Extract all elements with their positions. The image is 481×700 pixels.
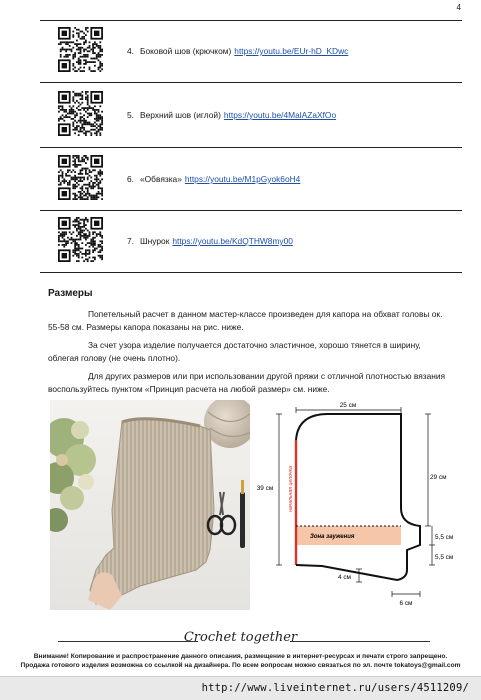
table-rule [40,272,462,273]
dim-bottom-left-label: 4 см [338,574,351,581]
text-line: Для других размеров или при использовании другой пряжи с отличной плотностью вязания [88,371,446,381]
video-link[interactable]: https://youtu.be/EUr-hD_KDwc [234,46,349,56]
hood-photo [50,400,250,610]
row-number: 6. [127,174,134,184]
hood-outline [296,414,420,580]
paragraph [48,308,464,334]
dim-right-mid-label: 5,5 см [435,534,454,541]
row-number: 4. [127,46,134,56]
paragraph [48,370,464,396]
video-link[interactable]: https://youtu.be/M1pGyok6oH4 [184,174,301,184]
footer-contact: Продажа готового изделия возможна со ссылкой на дизайнера. По всем вопросам можно связаться по эл. почте tokatoys@gmail.com [20,662,461,669]
text-line: Попетельный расчет в данном мастер-классе произведен для капора на обхват головы ок. [88,309,443,319]
video-row [40,148,462,210]
row-label: Шнурок [140,236,170,246]
row-label: Боковой шов (крючком) [140,46,232,56]
video-row [40,210,462,272]
text-line: 55-58 см. Размеры капора показаны на рис. ниже. [48,322,244,332]
qr-code-icon[interactable] [58,27,103,72]
text-line: облегая голову (не очень плотно). [48,353,181,363]
video-link[interactable]: https://youtu.be/4MalAZaXfOo [223,110,337,120]
qr-code-icon[interactable] [58,217,103,262]
video-link[interactable]: https://youtu.be/KdQTHW8my00 [172,236,293,246]
dim-bottom-right-label: 6 см [399,600,413,607]
dim-left-label: 39 см [256,485,274,492]
dim-right-main-label: 29 см [430,474,447,481]
page-number: 4 [456,3,461,12]
row-number: 7. [127,236,134,246]
dim-top-label: 25 см [339,402,357,409]
section-title: Размеры [48,288,93,299]
video-row [40,84,462,146]
row-number: 5. [127,110,134,120]
qr-code-icon[interactable] [58,155,103,200]
paragraph [48,339,464,365]
watermark-bar [0,676,481,700]
starting-chain-label: начальная цепочка [288,466,294,512]
dim-right-low-label: 5,5 см [435,554,454,561]
row-label: Верхний шов (иглой) [140,110,221,120]
brand-logo: Crochet together [183,630,298,645]
row-label: «Обвязка» [140,174,182,184]
footer-notice: Внимание! Копирование и распространение данного описания, размещение в интернет-ресурсах и печати строго запрещено. [33,653,448,660]
size-diagram [252,400,474,612]
watermark-url[interactable]: http://www.liveinternet.ru/users/4511209/ [201,682,469,694]
qr-code-icon[interactable] [58,91,103,136]
table-rule [40,82,462,83]
zone-label: Зона заужения [310,534,355,540]
video-row [40,20,462,82]
text-line: воспользуйтесь пунктом «Принцип расчета на любой размер» см. ниже. [48,384,330,394]
text-line: За счет узора изделие получается достаточно эластичное, хорошо тянется в ширину, [88,340,421,350]
